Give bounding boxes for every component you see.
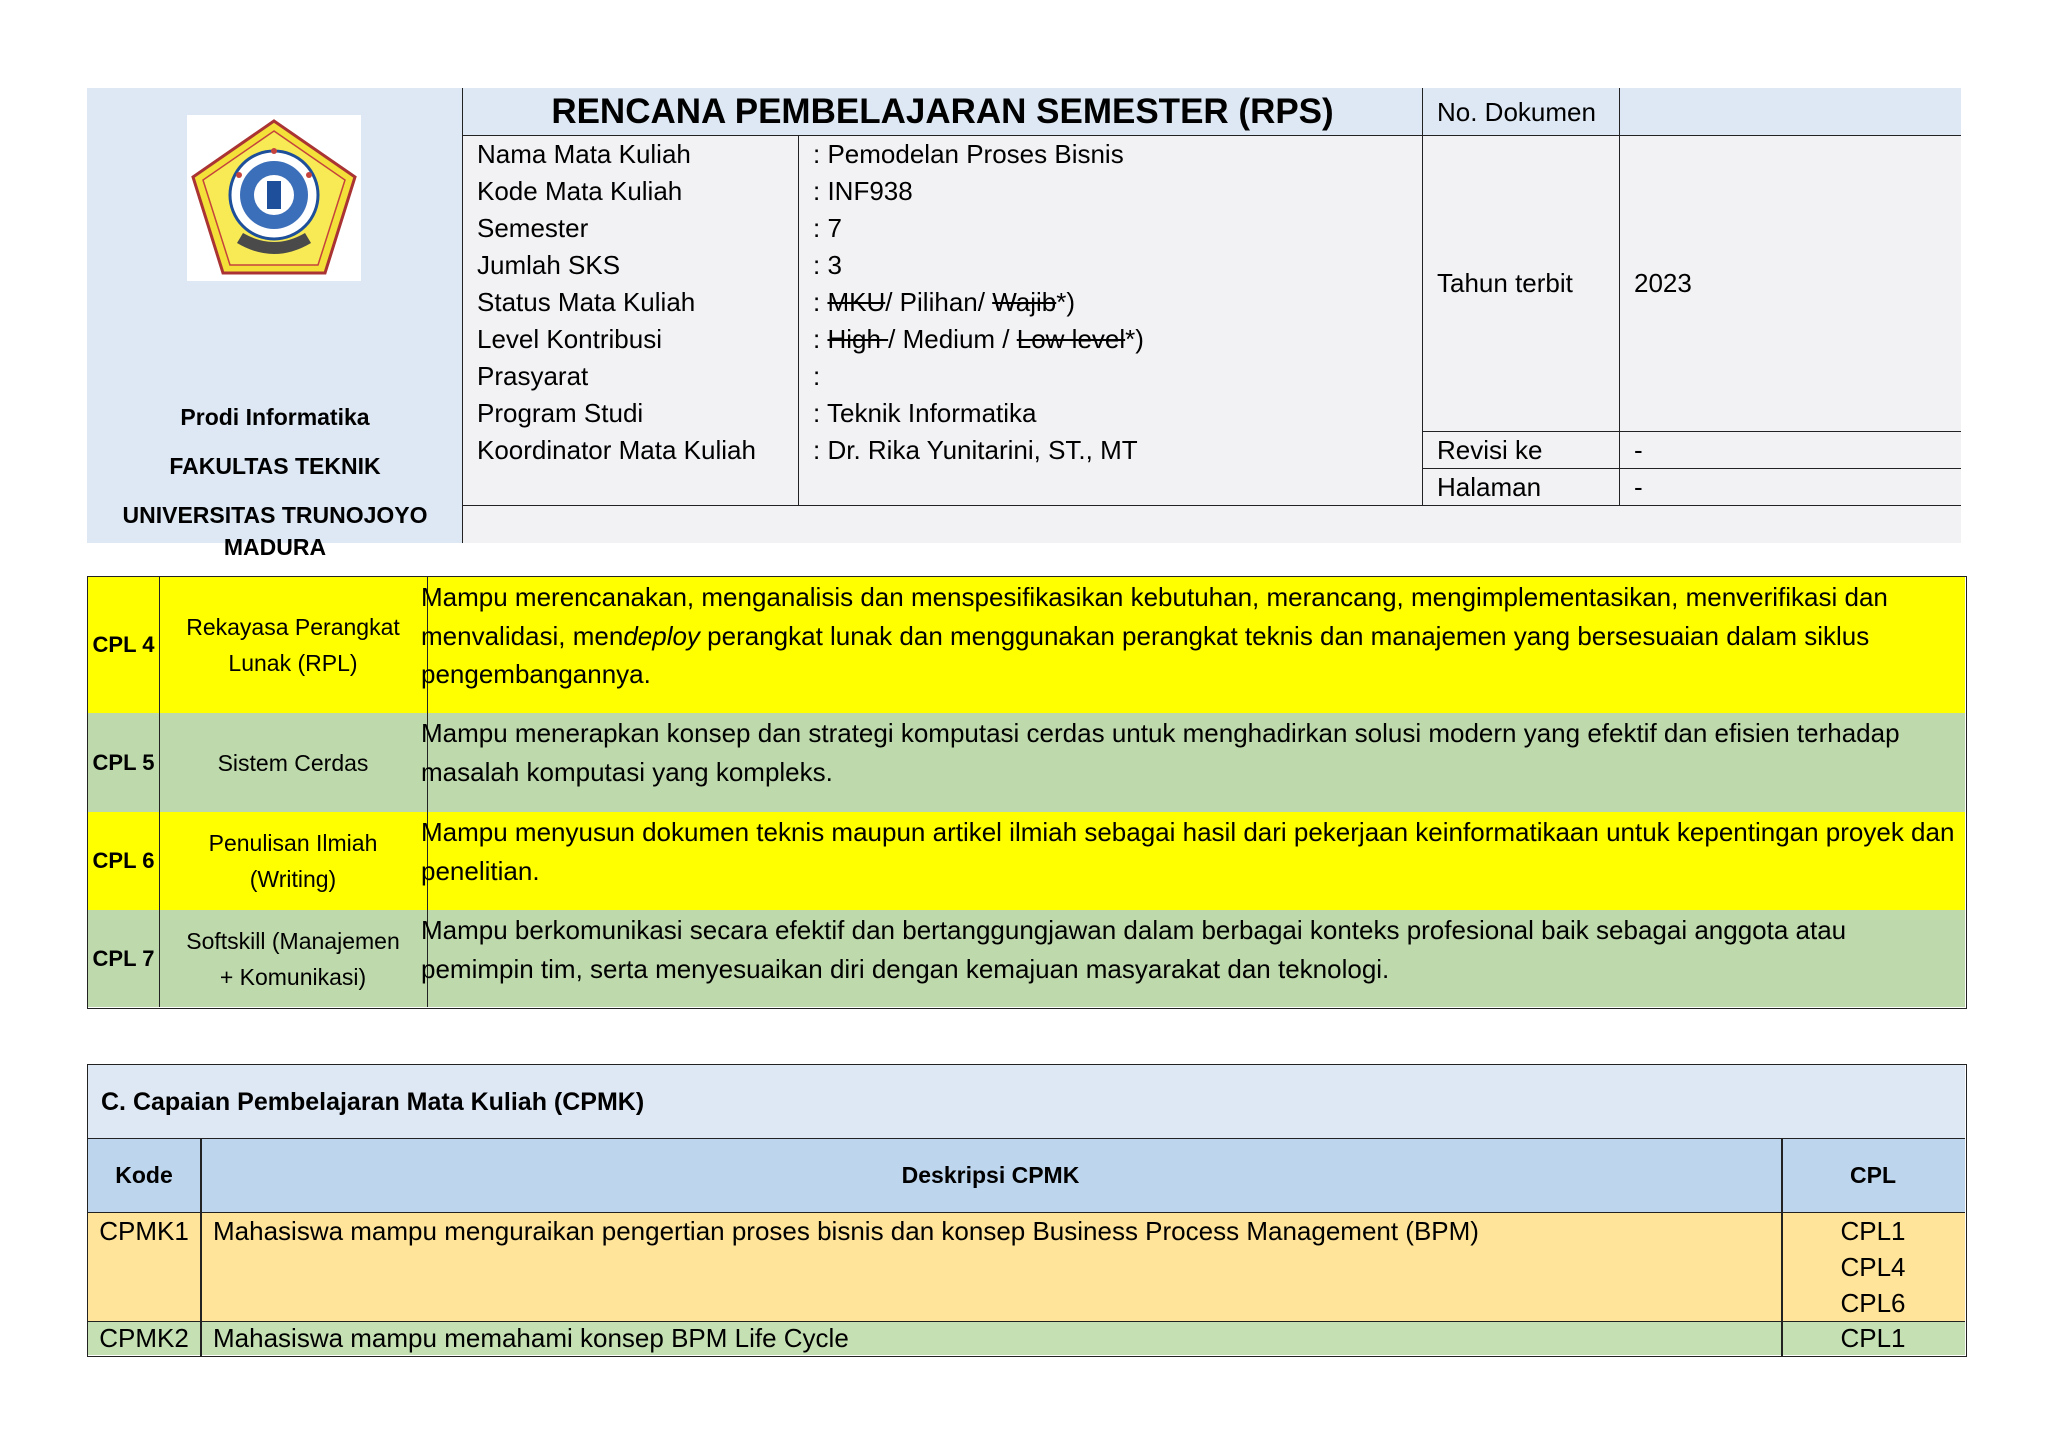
revisi-label: Revisi ke — [1423, 432, 1620, 469]
course-field-values — [799, 136, 1423, 505]
col-deskripsi-header: Deskripsi CPMK — [901, 1162, 1080, 1188]
fakultas-label: FAKULTAS TEKNIK — [169, 453, 381, 479]
table-row — [88, 1213, 1965, 1322]
cpl-desc-italic: deploy — [623, 620, 700, 651]
field-value: : Teknik Informatika — [813, 398, 1037, 428]
cpl-desc-part: Mampu merencanakan, menganalisis dan menspesifikasikan kebutuhan, merancang, mengimplementasikan, menverifikasi dan menvalidasi, men — [421, 582, 1888, 651]
cpl-name-line: Softskill (Manajemen — [186, 927, 400, 954]
cpl-description: Mampu berkomunikasi secara efektif dan bertanggungjawan dalam berbagai konteks profesional baik sebagai anggota atau pemimpin tim, serta menyesuaikan diri dengan kemajuan masyarakat dan teknologi. — [421, 915, 1847, 984]
field-label: Level Kontribusi — [477, 324, 662, 354]
cpl-name-line: Lunak (RPL) — [228, 650, 358, 676]
level-prefix: : — [813, 324, 828, 354]
cpmk-code: CPMK2 — [99, 1323, 189, 1353]
table-row — [88, 577, 1965, 714]
table-row — [88, 1322, 1965, 1355]
header-empty-row — [463, 505, 1961, 543]
cpmk-cpl: CPL1 — [1840, 1216, 1906, 1246]
field-label: Program Studi — [477, 398, 644, 428]
status-suffix: *) — [1056, 287, 1076, 317]
no-dokumen-label: No. Dokumen — [1423, 88, 1620, 136]
cpl-description: Mampu menerapkan konsep dan strategi komputasi cerdas untuk menghadirkan solusi modern yang efektif dan efisien terhadap masalah komputasi yang kompleks. — [421, 718, 1900, 787]
field-value: : 7 — [813, 213, 842, 243]
cpmk-cpl: CPL6 — [1840, 1288, 1906, 1318]
level-struck-low: Low level — [1016, 324, 1126, 354]
universitas-line1: UNIVERSITAS TRUNOJOYO — [122, 502, 428, 528]
column-divider — [1781, 1139, 1783, 1356]
field-label: Nama Mata Kuliah — [477, 139, 691, 169]
col-cpl-header: CPL — [1850, 1162, 1896, 1188]
cpl-table — [87, 576, 1967, 1009]
status-struck-wajib: Wajib — [992, 287, 1057, 317]
field-label: Status Mata Kuliah — [477, 287, 696, 317]
cpmk-table — [87, 1064, 1967, 1357]
document-title: RENCANA PEMBELAJARAN SEMESTER (RPS) — [463, 88, 1423, 136]
field-value: : 3 — [813, 250, 842, 280]
halaman-value: - — [1620, 469, 1961, 506]
cpl-name-line: + Komunikasi) — [219, 963, 367, 990]
tahun-terbit-label: Tahun terbit — [1423, 136, 1620, 432]
prodi-label: Prodi Informatika — [180, 404, 370, 430]
revisi-value: - — [1620, 432, 1961, 469]
halaman-label: Halaman — [1423, 469, 1620, 506]
status-pilihan: / Pilihan/ — [885, 287, 993, 317]
column-divider — [200, 1139, 202, 1356]
field-label: Kode Mata Kuliah — [477, 176, 683, 206]
no-dokumen-value — [1620, 88, 1961, 136]
cpl-name-line: (Writing) — [249, 866, 337, 892]
field-label: Koordinator Mata Kuliah — [477, 435, 756, 465]
universitas-line2: MADURA — [223, 534, 327, 560]
cpl-name — [159, 910, 428, 1007]
table-row — [88, 812, 1965, 911]
cpl-name-line: Penulisan Ilmiah — [208, 830, 378, 856]
field-label: Jumlah SKS — [477, 250, 621, 280]
course-field-labels — [463, 136, 799, 505]
field-value: : INF938 — [813, 176, 913, 206]
cpl-code: CPL 4 — [88, 577, 160, 713]
cpmk-cpl: CPL4 — [1840, 1252, 1906, 1282]
cpl-name-line: Sistem Cerdas — [217, 749, 369, 776]
cpl-name — [159, 577, 428, 713]
cpl-desc-part: perangkat lunak dan menggunakan perangkat teknis dan manajemen yang bersesuaian dalam siklus pengembangannya. — [421, 620, 1870, 689]
cpmk-column-header — [88, 1139, 1965, 1213]
cpmk-section-title: C. Capaian Pembelajaran Mata Kuliah (CPMK) — [88, 1065, 1965, 1139]
cpl-code: CPL 7 — [88, 910, 160, 1007]
field-value: : Dr. Rika Yunitarini, ST., MT — [813, 435, 1138, 465]
cpl-code: CPL 5 — [88, 713, 160, 812]
status-struck-mku: MKU — [827, 287, 886, 317]
col-kode-header: Kode — [115, 1162, 173, 1188]
status-value — [813, 284, 1075, 321]
cpl-name — [159, 812, 428, 910]
field-label: Semester — [477, 213, 589, 243]
status-prefix: : — [813, 287, 828, 317]
level-medium: / Medium / — [888, 324, 1017, 354]
cpmk-code: CPMK1 — [99, 1216, 189, 1246]
field-value: : — [813, 361, 821, 391]
university-seal-icon — [187, 115, 361, 281]
tahun-terbit-value: 2023 — [1620, 136, 1961, 432]
cpl-name — [159, 713, 428, 812]
table-row — [88, 910, 1965, 1007]
cpmk-cpl: CPL1 — [1840, 1323, 1906, 1353]
field-label: Prasyarat — [477, 361, 589, 391]
level-struck-high: High — [827, 324, 889, 354]
cpmk-description: Mahasiswa mampu menguraikan pengertian proses bisnis dan konsep Business Process Management (BPM) — [213, 1216, 1479, 1246]
cpl-name-line: Rekayasa Perangkat — [186, 614, 400, 640]
level-suffix: *) — [1125, 324, 1144, 354]
cpl-description — [415, 577, 1965, 713]
cpmk-description: Mahasiswa mampu memahami konsep BPM Life Cycle — [213, 1323, 849, 1353]
field-value: : Pemodelan Proses Bisnis — [813, 139, 1124, 169]
cpl-code: CPL 6 — [88, 812, 160, 910]
level-value — [813, 321, 1144, 358]
table-row — [88, 713, 1965, 813]
cpl-description: Mampu menyusun dokumen teknis maupun artikel ilmiah sebagai hasil dari pekerjaan keinformatikaan untuk kepentingan proyek dan penelitian. — [421, 817, 1955, 886]
